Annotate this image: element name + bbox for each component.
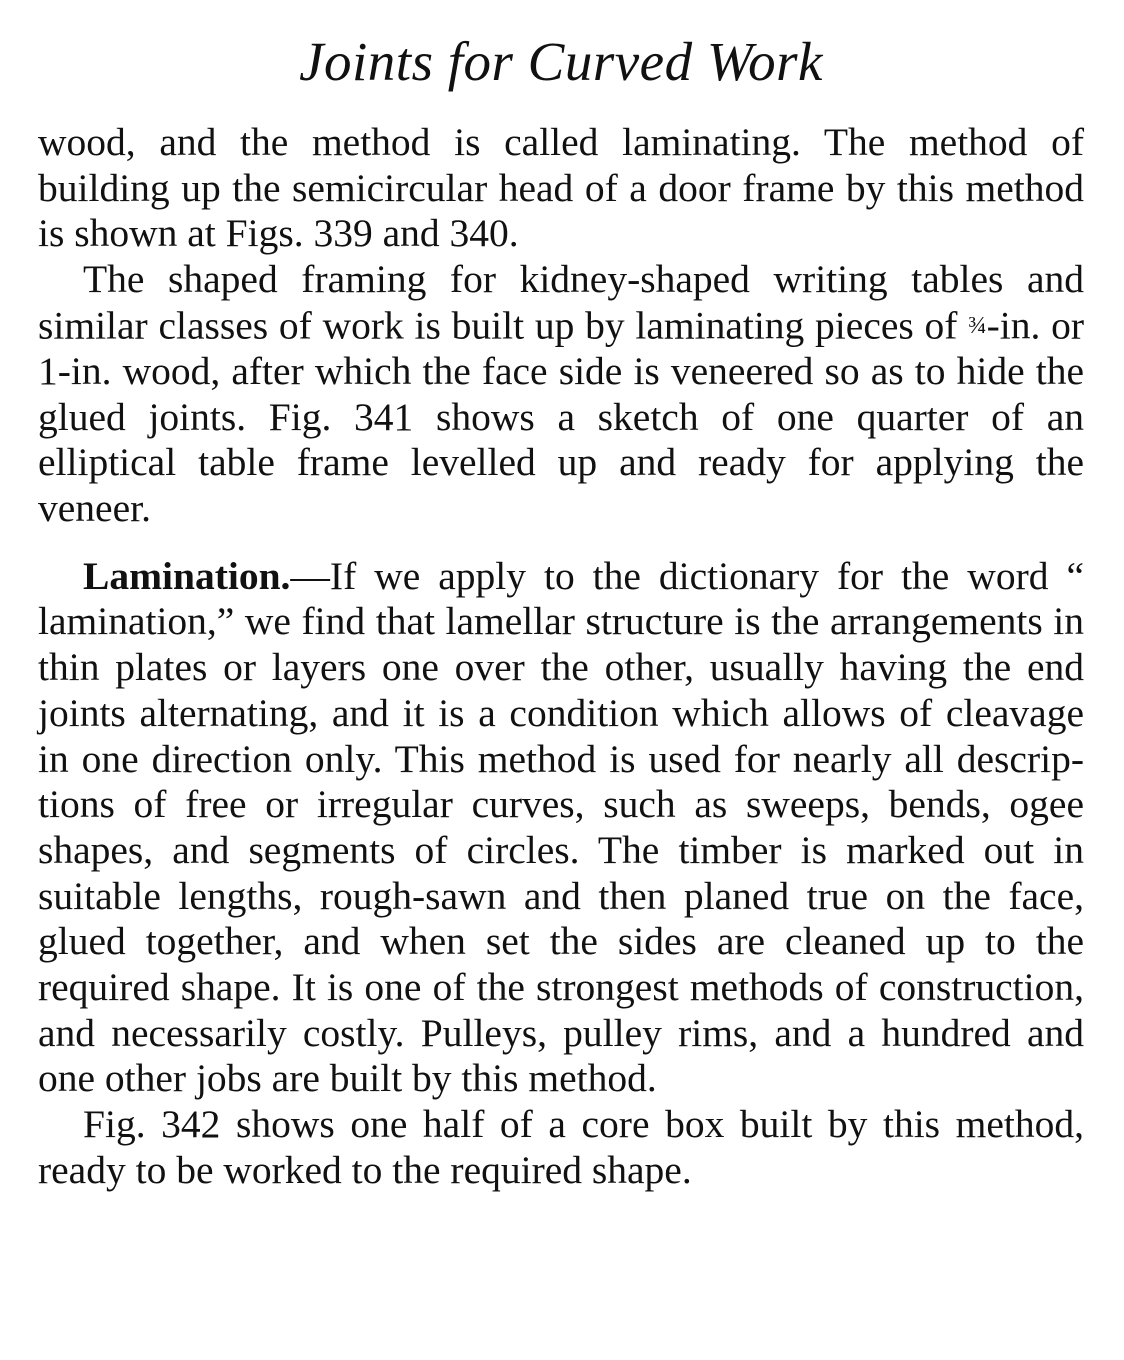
paragraph-lamination-text: —If we apply to the dictionary for the word “ lamination,” we find that lamellar structure is the arrangements in thin plates or layers one over the other, usually having the end joints alternating, and it is a condition which allows of cleavage in one direction only. This method is used for nearly all descriptions of free or irregular curves, such as sweeps, bends, ogee shapes, and segments of circles. The timber is marked out in suitable lengths, rough-sawn and then planed true on the face, glued together, and when set the sides are cleaned up to the required shape. It is one of the strongest methods of construction, and necessarily costly. Pulleys, pulley rims, and a hundred and one other jobs are built by this method. — [38, 553, 1084, 1101]
paragraph-2-text-end: -in. or 1-in. wood, after which the face side is veneered so as to hide the glued joints. Fig. 341 shows a sketch of one quarter of an elliptical table frame levelled up and ready for applying the veneer. — [38, 303, 1084, 530]
fraction-three-quarters: ¾ — [968, 311, 987, 339]
paragraph-2-text-start: The shaped framing for kidney-shaped writing tables and similar classes of work is built up by laminating pieces of — [38, 257, 1084, 348]
paragraph-lamination — [38, 554, 1084, 1102]
running-head-title: Joints for Curved Work — [299, 31, 823, 92]
paragraph-1: wood, and the method is called laminating. The method of building up the semicircular head of a door frame by this method is shown at Figs. 339 and 340. — [38, 120, 1084, 256]
paragraph-4: Fig. 342 shows one half of a core box built by this method, ready to be worked to the required shape. — [38, 1102, 1084, 1192]
section-heading-lamination: Lamination. — [83, 553, 291, 598]
paragraph-2 — [38, 257, 1084, 532]
book-page — [38, 0, 1084, 1194]
